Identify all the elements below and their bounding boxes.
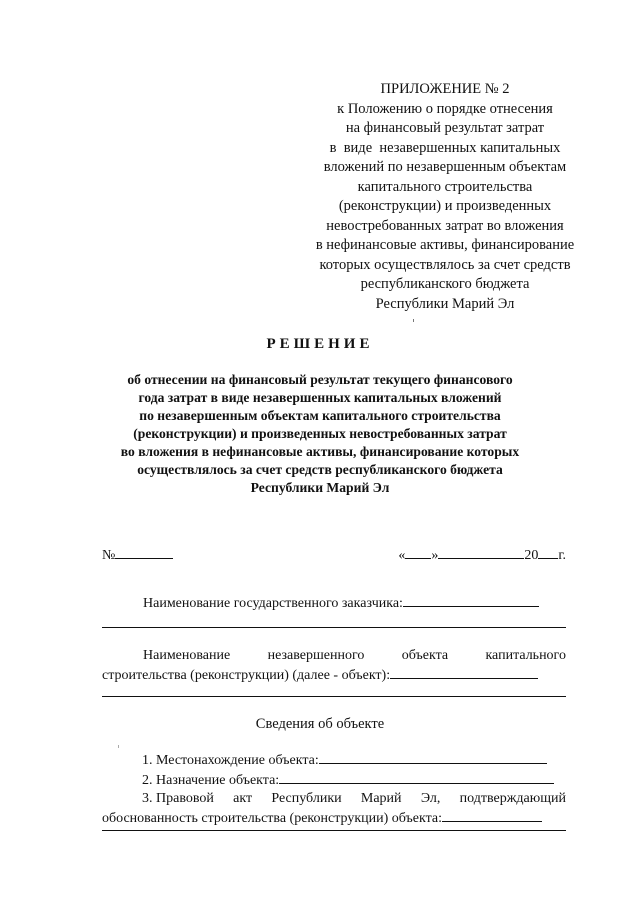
legal-act-blank[interactable] <box>442 808 542 822</box>
object-name-extra-line[interactable] <box>102 696 566 697</box>
list-item-legal-act <box>102 790 566 808</box>
year-prefix: 20 <box>524 548 539 563</box>
customer-blank[interactable] <box>403 593 539 607</box>
appendix-line: вложений по незавершенным объектам <box>323 159 567 175</box>
object-name-label: строительства (реконструкции) (далее - объект): <box>102 668 391 683</box>
legal-act-word: Марий <box>360 791 402 806</box>
subtitle-line: во вложения в нефинансовые активы, финансирование которых <box>120 444 520 459</box>
appendix-line: капитального строительства <box>357 178 533 195</box>
object-name-word: незавершенного <box>267 648 365 663</box>
purpose-label: 2. Назначение объекта: <box>142 773 280 788</box>
customer-extra-line[interactable] <box>102 627 566 628</box>
date-open-quote: « <box>398 548 406 563</box>
decision-title: РЕШЕНИЕ <box>266 336 374 352</box>
appendix-line: которых осуществлялось за счет средств <box>319 256 571 273</box>
appendix-header <box>282 80 608 314</box>
object-info-list <box>102 750 566 828</box>
appendix-line: в нефинансовые активы, финансирование <box>315 237 575 253</box>
number-blank[interactable] <box>115 545 173 559</box>
object-name-word: Наименование <box>143 648 231 663</box>
list-item-purpose <box>102 770 566 790</box>
subtitle-line: об отнесении на финансовый результат текущего финансового <box>127 372 513 387</box>
scan-speck <box>413 319 414 322</box>
subtitle-line: осуществлялось за счет средств республиканского бюджета <box>137 462 503 477</box>
object-name-word: капитального <box>485 648 566 663</box>
object-name-word: объекта <box>401 648 449 663</box>
legal-act-word: подтверждающий <box>459 791 566 806</box>
appendix-line: в виде незавершенных капитальных <box>329 139 561 156</box>
legal-act-label: обоснованность строительства (реконструкции) объекта: <box>102 811 442 826</box>
legal-act-word: Республики <box>271 791 342 806</box>
legal-act-word: 3. Правовой <box>142 791 214 806</box>
legal-act-extra-line[interactable] <box>102 830 566 831</box>
appendix-line: невостребованных затрат во вложения <box>326 217 564 234</box>
appendix-line: республиканского бюджета <box>360 276 530 292</box>
legal-act-word: акт <box>233 791 253 806</box>
subtitle-line: года затрат в виде незавершенных капитальных вложений <box>138 390 502 405</box>
object-name-line2 <box>102 665 566 685</box>
list-item-location <box>102 750 566 770</box>
day-blank[interactable] <box>405 545 431 559</box>
scan-speck <box>118 745 119 748</box>
number-date-line <box>102 545 566 565</box>
legal-act-line2 <box>102 808 566 828</box>
subtitle-line: по незавершенным объектам капитального строительства <box>139 408 501 423</box>
location-label: 1. Местонахождение объекта: <box>142 753 319 768</box>
year-suffix: г. <box>558 548 566 563</box>
appendix-line: (реконструкции) и произведенных <box>338 198 552 214</box>
decision-number-field[interactable] <box>102 545 173 564</box>
appendix-line: к Положению о порядке отнесения <box>337 100 553 117</box>
appendix-line: ПРИЛОЖЕНИЕ № 2 <box>380 81 510 97</box>
subtitle-line: (реконструкции) и произведенных невостребованных затрат <box>133 426 507 441</box>
decision-date-field[interactable] <box>398 545 566 564</box>
date-close-quote: » <box>431 548 439 563</box>
customer-label: Наименование государственного заказчика: <box>143 596 403 611</box>
decision-subtitle <box>60 371 580 497</box>
appendix-line: на финансовый результат затрат <box>345 120 545 136</box>
appendix-line: Республики Марий Эл <box>375 295 515 312</box>
month-blank[interactable] <box>438 545 524 559</box>
location-blank[interactable] <box>319 750 547 764</box>
object-name-blank[interactable] <box>390 665 538 679</box>
legal-act-word: Эл, <box>420 791 441 806</box>
object-name-line1 <box>102 646 566 665</box>
object-name-field <box>102 646 566 685</box>
subtitle-line: Республики Марий Эл <box>250 480 390 495</box>
customer-field <box>143 593 539 612</box>
object-info-title: Сведения об объекте <box>255 716 385 732</box>
number-label: № <box>102 548 116 563</box>
year-blank[interactable] <box>538 545 558 559</box>
purpose-blank[interactable] <box>279 770 554 784</box>
